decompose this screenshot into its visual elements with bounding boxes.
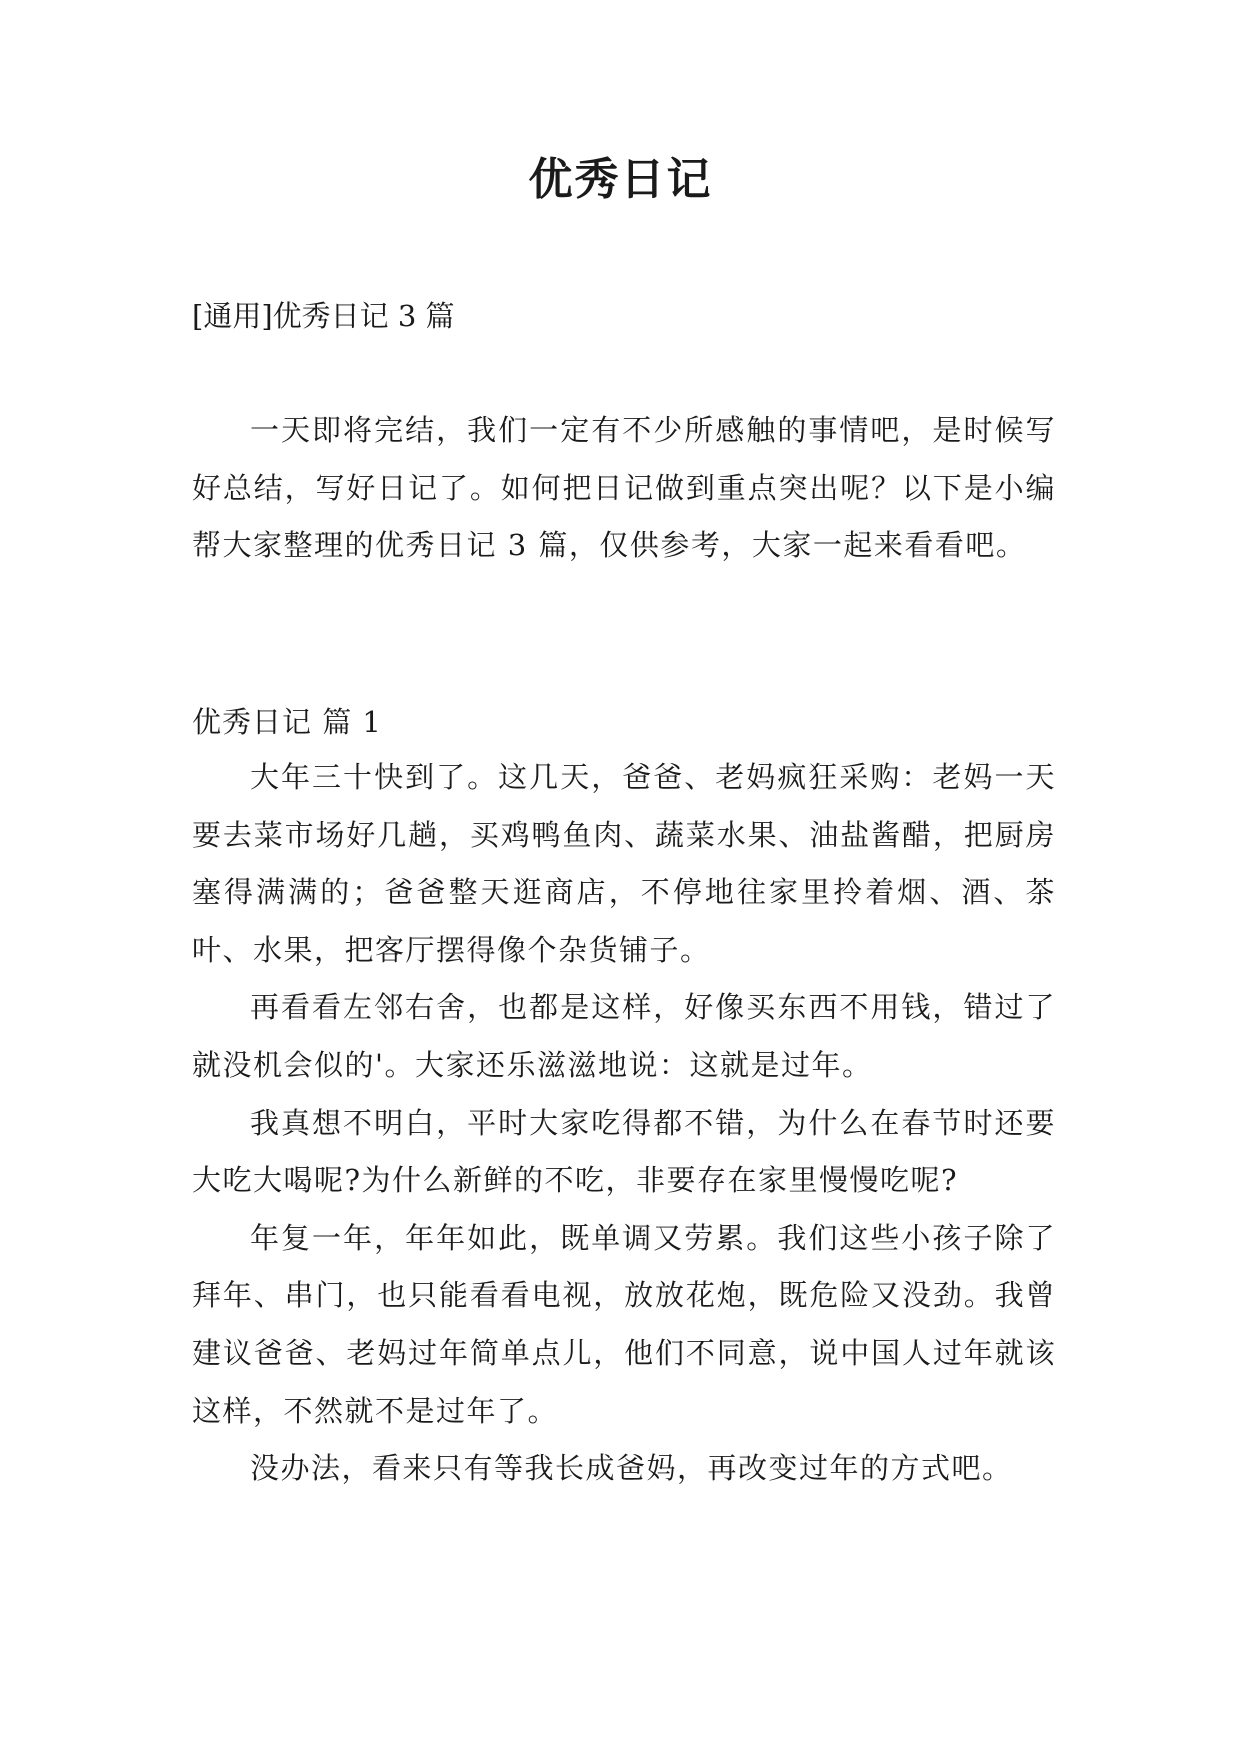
section-heading: 优秀日记 篇 1 — [192, 705, 382, 739]
entry-paragraph: 大年三十快到了。这几天，爸爸、老妈疯狂采购：老妈一天要去菜市场好几趟，买鸡鸭鱼肉、蔬菜水果、油盐酱醋，把厨房塞得满满的；爸爸整天逛商店，不停地往家里拎着烟、酒、茶叶、水果，把客厅摆得像个杂货铺子。 — [192, 760, 1056, 967]
document-title: 优秀日记 — [528, 154, 713, 205]
entry-paragraph: 再看看左邻右舍，也都是这样，好像买东西不用钱，错过了就没机会似的'。大家还乐滋滋地说：这就是过年。 — [192, 990, 1056, 1082]
entry-paragraph: 没办法，看来只有等我长成爸妈，再改变过年的方式吧。 — [250, 1451, 1013, 1486]
entry-paragraph: 我真想不明白，平时大家吃得都不错，为什么在春节时还要大吃大喝呢?为什么新鲜的不吃，非要存在家里慢慢吃呢? — [192, 1105, 1056, 1198]
document-subtitle: [通用]优秀日记 3 篇 — [192, 299, 455, 333]
diary-entry — [192, 749, 1056, 1498]
intro-paragraph: 一天即将完结，我们一定有不少所感触的事情吧，是时候写好总结，写好日记了。如何把日记做到重点突出呢？以下是小编帮大家整理的优秀日记 3 篇，仅供参考，大家一起来看看吧。 — [192, 413, 1056, 563]
entry-paragraph: 年复一年，年年如此，既单调又劳累。我们这些小孩子除了拜年、串门，也只能看看电视，放放花炮，既危险又没劲。我曾建议爸爸、老妈过年简单点儿，他们不同意，说中国人过年就该这样，不然就不是过年了。 — [192, 1220, 1056, 1428]
intro-block — [192, 402, 1056, 575]
